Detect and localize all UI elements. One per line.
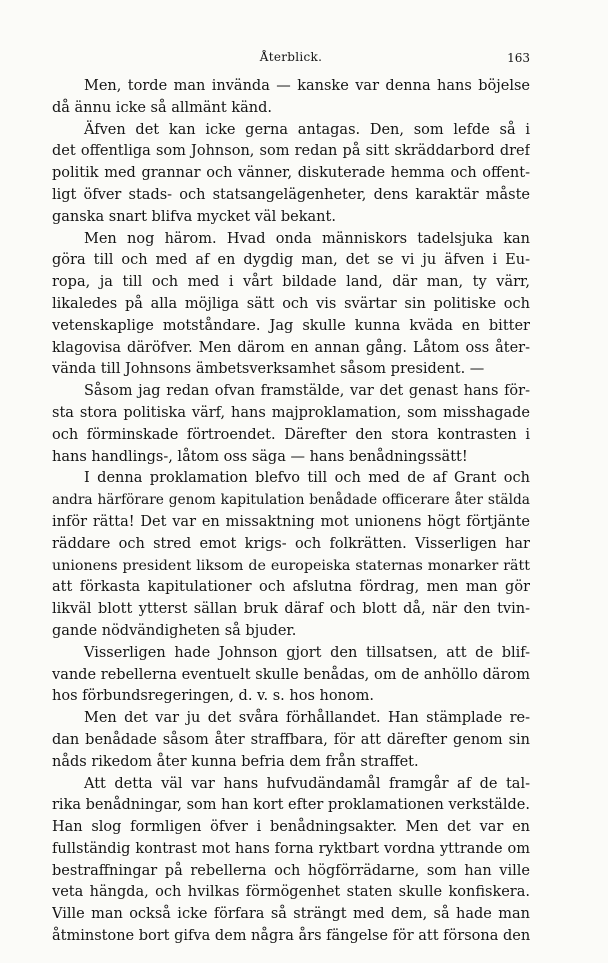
text-line: Men, torde man invända — kanske var denna hans böjelse — [84, 78, 530, 94]
text-line: hans handlings-, låtom oss säga — hans benådningssätt! — [52, 448, 468, 465]
text-line: att förkasta kapitulationer och afslutna fördrag, men man gör — [52, 579, 530, 596]
text-line: fullständig kontrast mot hans forna ryktbart vordna yttrande om — [52, 840, 530, 857]
text-line: rika benådningar, som han kort efter proklamationen verkstälde. — [52, 797, 530, 814]
text-line: nåds rikedom åter kunna befria dem från straffet. — [52, 753, 419, 770]
text-line: räddare och stred emot krigs- och folkrätten. Visserligen har — [52, 535, 530, 552]
text-line: politik med grannar och vänner, diskuterade hemma och offent- — [52, 165, 530, 182]
text-line: Men det var ju det svåra förhållandet. Han stämplade re- — [84, 710, 530, 727]
text-line: och förminskade förtroendet. Därefter den stora kontrasten i — [52, 426, 530, 443]
text-line: Visserligen hade Johnson gjort den tillsatsen, att de blif- — [84, 644, 530, 661]
text-line: det offentliga som Johnson, som redan på sitt skräddarbord dref — [52, 143, 530, 160]
text-line: Ville man också icke förfara så strängt med dem, så hade man — [52, 906, 530, 923]
text-line: då ännu icke så allmänt känd. — [52, 99, 272, 116]
text-line: sta stora politiska värf, hans majproklamation, som misshagade — [52, 404, 530, 421]
text-line: ligt öfver stads- och statsangelägenheter, dens karaktär måste — [52, 186, 530, 203]
text-line: åtminstone bort gifva dem några års fängelse för att försona den — [52, 928, 530, 945]
text-line: göra till och med af en dygdig man, det se vi ju äfven i Eu- — [52, 252, 530, 269]
text-line: bestraffningar på rebellerna och högförrädarne, som han ville — [52, 862, 530, 879]
text-line: vande rebellerna eventuelt skulle benådas, om de anhöllo därom — [52, 666, 530, 683]
text-line: ropa, ja till och med i vårt bildade land, där man, ty värr, — [52, 274, 530, 291]
text-line: Han slog formligen öfver i benådningsakter. Men det var en — [52, 819, 530, 836]
page-header — [52, 50, 530, 70]
text-line: likväl blott ytterst sällan bruk däraf och blott då, när den tvin- — [52, 601, 530, 618]
text-line: dan benådade såsom åter straffbara, för att därefter genom sin — [52, 731, 530, 748]
text-line: Att detta väl var hans hufvudändamål framgår af de tal- — [84, 775, 530, 792]
text-line: vetenskaplige motståndare. Jag skulle kunna kväda en bitter — [52, 317, 530, 334]
text-line: unionens president liksom de europeiska staternas monarker rätt — [52, 557, 530, 574]
text-line: I denna proklamation blefvo till och med de af Grant och — [84, 470, 530, 487]
text-line: andra härförare genom kapitulation benådade officerare åter stälda — [52, 492, 530, 509]
text-line: gande nödvändigheten så bjuder. — [52, 622, 297, 639]
text-line: Men nog härom. Hvad onda människors tadelsjuka kan — [84, 230, 530, 247]
text-line: veta hängda, och hvilkas förmögenhet staten skulle konfiskera. — [52, 884, 530, 901]
text-line: likaledes på alla möjliga sätt och vis svärtar sin politiske och — [52, 295, 530, 312]
page-number: 163 — [507, 51, 530, 65]
body-text — [52, 76, 530, 948]
running-head: Återblick. — [259, 50, 323, 64]
text-line: vända till Johnsons ämbetsverksamhet såsom president. — — [52, 361, 485, 378]
text-line: klagovisa däröfver. Men därom en annan gång. Låtom oss åter- — [52, 339, 530, 356]
text-line: ganska snart blifva mycket väl bekant. — [52, 208, 336, 225]
text-line: Äfven det kan icke gerna antagas. Den, som lefde så i — [84, 121, 530, 138]
text-line: hos förbundsregeringen, d. v. s. hos honom. — [52, 688, 374, 705]
text-line: Såsom jag redan ofvan framstälde, var det genast hans för- — [84, 383, 530, 400]
text-line: inför rätta! Det var en missaktning mot unionens högt förtjänte — [52, 513, 530, 530]
